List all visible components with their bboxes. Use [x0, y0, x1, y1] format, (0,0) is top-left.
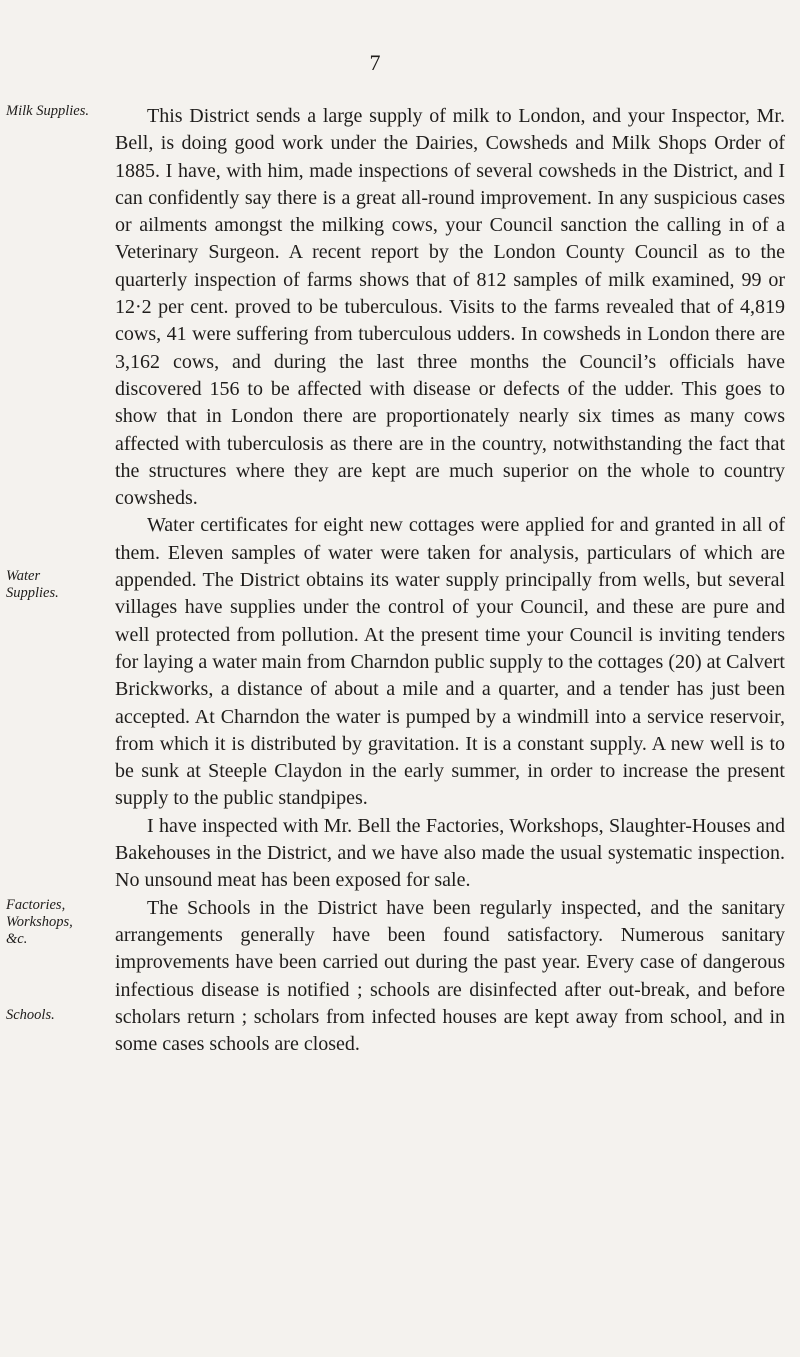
body-text	[115, 103, 785, 1058]
paragraph-milk-supplies: This District sends a large supply of milk to London, and your Inspector, Mr. Bell, is doing good work under the Dairies, Cowsheds and Milk Shops Order of 1885. I have, with him, made inspections of several cowsheds in the District, and I can confidently say there is a great all-round improvement. In any suspicious cases or ailments amongst the milking cows, your Council sanction the calling in of a Veterinary Surgeon. A recent report by the London County Council as to the quarterly inspection of farms shows that of 812 samples of milk examined, 99 or 12·2 per cent. proved to be tuberculous. Visits to the farms revealed that of 4,819 cows, 41 were suffering from tuberculous udders. In cowsheds in London there are 3,162 cows, and during the last three months the Council’s officials have discovered 156 to be affected with disease or defects of the udder. This goes to show that in London there are proportionately nearly six times as many cows affected with tuberculosis as there are in the country, notwithstanding the fact that the structures where they are kept are much superior on the whole to country cowsheds.	[115, 105, 785, 510]
paragraph-schools: The Schools in the District have been regularly inspected, and the sanitary arrangements generally have been found satisfactory. Numerous sanitary improvements have been carried out during the past year. Every case of dangerous infectious disease is notified ; schools are disinfected after out-break, and before scholars return ; scholars from infected houses are kept away from school, and in some cases schools are closed.	[115, 896, 785, 1056]
page-number: 7	[369, 50, 381, 75]
margin-note-factories-workshops: Factories, Workshops, &c.	[6, 897, 73, 947]
paragraph-factories-workshops: I have inspected with Mr. Bell the Factories, Workshops, Slaughter-Houses and Bakehouses in the District, and we have also made the usual systematic inspection. No unsound meat has been exposed for sale.	[115, 814, 785, 892]
margin-note-milk-supplies: Milk Supplies.	[6, 103, 89, 119]
paragraph-water-supplies: Water certificates for eight new cottages were applied for and granted in all of them. Eleven samples of water were taken for analysis, particulars of which are appended. The District obtains its water supply principally from wells, but several villages have supplies under the control of your Council, and these are pure and well protected from pollution. At the present time your Council is inviting tenders for laying a water main from Charndon public supply to the cottages (20) at Calvert Brickworks, a distance of about a mile and a quarter, and a tender has just been accepted. At Charndon the water is pumped by a windmill into a service reservoir, from which it is distributed by gravitation. It is a constant supply. A new well is to be sunk at Steeple Claydon in the early summer, in order to increase the present supply to the public standpipes.	[115, 514, 785, 810]
margin-note-schools: Schools.	[6, 1007, 55, 1023]
margin-note-water-supplies: Water Supplies.	[6, 568, 59, 601]
